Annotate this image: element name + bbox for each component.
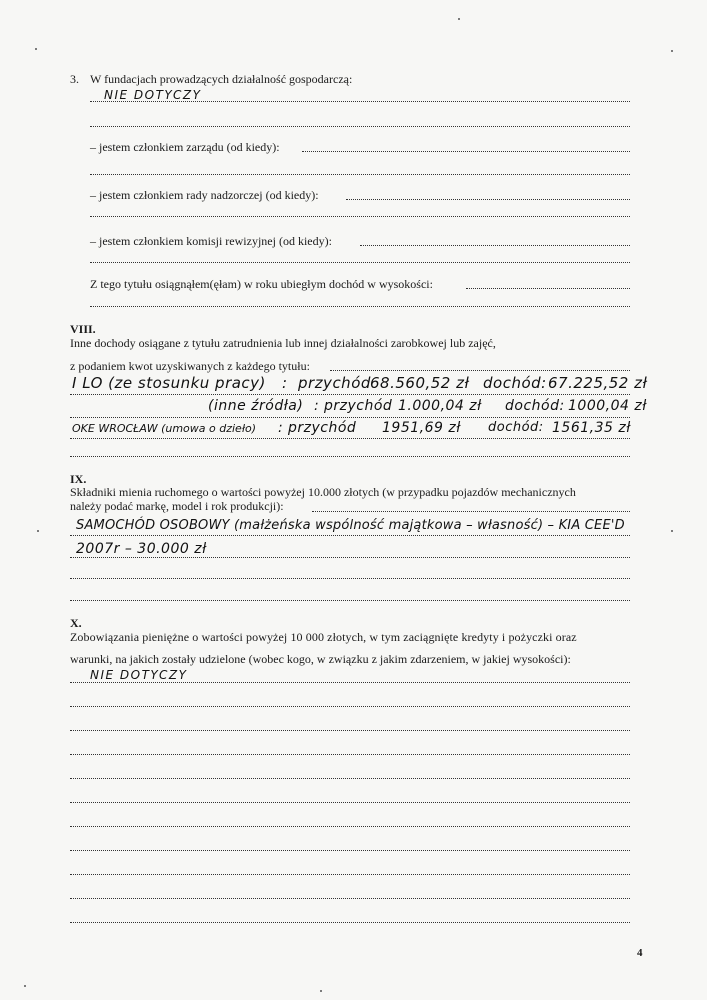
separator: : [282,374,288,392]
scan-speck [35,48,37,50]
separator: : [278,420,284,436]
section9-line1: Składniki mienia ruchomego o wartości powyżej 10.000 złotych (w przypadku pojazdów mechanicznych [70,485,576,499]
dotted-line [70,802,630,803]
dotted-line [312,511,630,512]
section10-line1: Zobowiązania pieniężne o wartości powyżej 10 000 złotych, w tym zaciągnięte kredyty i pożyczki oraz [70,630,577,644]
income-field[interactable] [466,288,630,289]
dotted-line [70,557,630,558]
dotted-line [70,922,630,923]
dotted-line [90,126,630,127]
dotted-line [70,850,630,851]
dotted-line [70,730,630,731]
section10-heading: X. [70,616,82,630]
board-member-label: – jestem członkiem zarządu (od kiedy): [90,140,280,154]
dochod-value-3[interactable]: 1561,35 zł [552,420,631,436]
dotted-line [70,535,630,536]
dotted-line [90,101,630,102]
dotted-line [90,306,630,307]
dotted-line [70,706,630,707]
dotted-line [70,578,630,579]
scan-speck [671,530,673,532]
dotted-line [70,754,630,755]
dotted-line [70,600,630,601]
dotted-line [70,898,630,899]
movable-property-answer-1[interactable]: SAMOCHÓD OSOBOWY (małżeńska wspólność majątkowa – własność) – KIA CEE'D [76,518,625,533]
income-source-2[interactable]: (inne źródła) [208,398,304,414]
audit-committee-label: – jestem członkiem komisji rewizyjnej (od kiedy): [90,234,332,248]
przychod-value-2[interactable]: 1.000,04 zł [398,398,482,414]
section8-heading: VIII. [70,322,96,336]
dotted-line [70,826,630,827]
dotted-line [70,438,630,439]
section10-answer[interactable]: NIE DOTYCZY [90,668,188,682]
przychod-label: przychód [324,398,393,414]
section10-line2: warunki, na jakich zostały udzielone (wobec kogo, w związku z jakim zdarzeniem, w jakiej wysokości): [70,652,571,666]
section3-title: W fundacjach prowadzących działalność gospodarczą: [90,72,353,86]
separator: : [314,398,320,414]
dotted-line [70,456,630,457]
przychod-value-3[interactable]: 1951,69 zł [382,420,461,436]
scan-speck [320,990,322,992]
income-source-1[interactable]: I LO (ze stosunku pracy) [72,374,266,392]
dotted-line [70,682,630,683]
income-label: Z tego tytułu osiągnąłem(ęłam) w roku ubiegłym dochód w wysokości: [90,277,433,291]
scan-speck [458,18,460,20]
dotted-line [90,262,630,263]
dotted-line [70,874,630,875]
dotted-line [70,778,630,779]
dochod-label: dochód: [488,420,544,435]
audit-committee-field[interactable] [360,245,630,246]
scan-speck [24,985,26,987]
dochod-value-2[interactable]: 1000,04 zł [568,398,647,414]
dotted-line [90,216,630,217]
dotted-line [70,417,630,418]
section8-line2: z podaniem kwot uzyskiwanych z każdego tytułu: [70,359,310,373]
dochod-value-1[interactable]: 67.225,52 zł [548,374,648,392]
section8-line1: Inne dochody osiągane z tytułu zatrudnienia lub innej działalności zarobkowej lub zajęć, [70,336,496,350]
board-member-field[interactable] [302,151,630,152]
section3-answer[interactable]: NIE DOTYCZY [104,88,202,102]
supervisory-board-label: – jestem członkiem rady nadzorczej (od kiedy): [90,188,319,202]
dochod-label: dochód: [505,398,565,414]
section9-heading: IX. [70,472,87,486]
dotted-line [330,370,630,371]
dochod-label: dochód: [483,374,547,392]
supervisory-board-field[interactable] [346,199,630,200]
scan-speck [671,50,673,52]
przychod-label: przychód [288,420,357,436]
income-source-3[interactable]: OKE WROCŁAW (umowa o dzieło) [72,422,256,435]
przychod-label: przychód [298,374,371,392]
scan-speck [37,530,39,532]
dotted-line [90,174,630,175]
page-number: 4 [637,947,643,959]
przychod-value-1[interactable]: 68.560,52 zł [370,374,470,392]
movable-property-answer-2[interactable]: 2007r – 30.000 zł [76,541,207,557]
section3-number: 3. [70,72,79,86]
section9-line2: należy podać markę, model i rok produkcji): [70,499,284,513]
dotted-line [70,394,630,395]
